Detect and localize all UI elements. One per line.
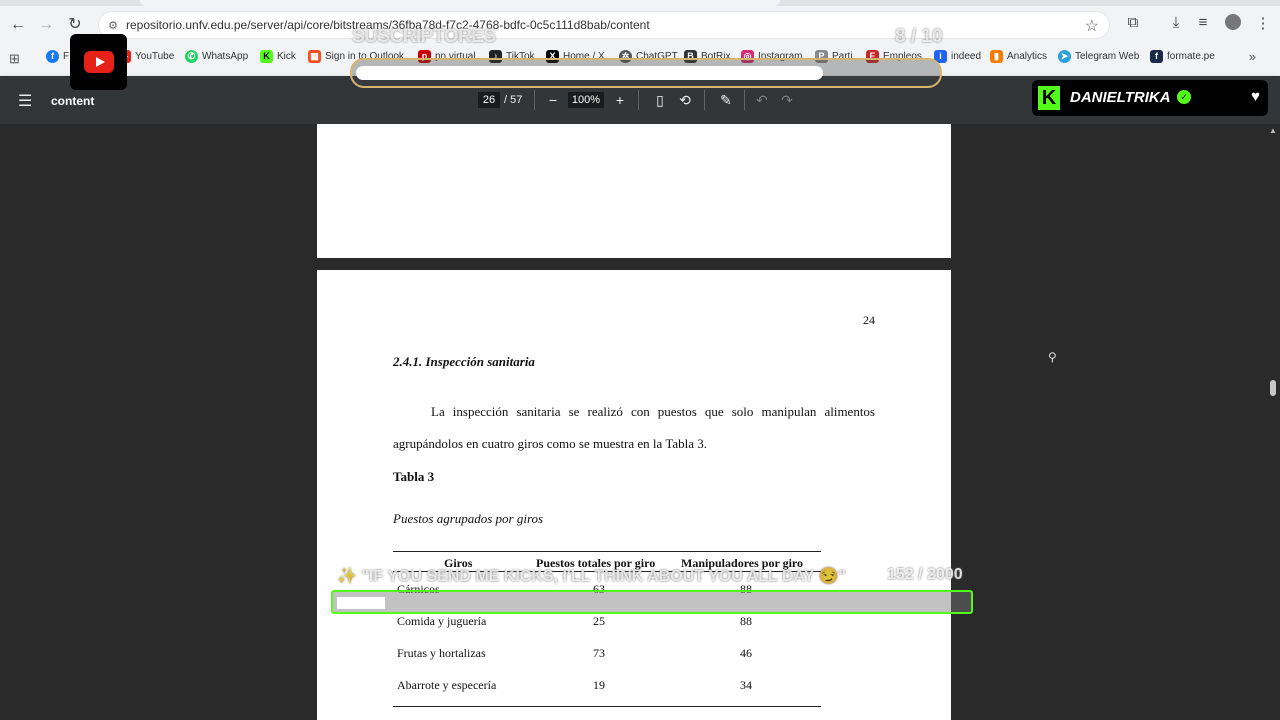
cell-giro: Frutas y hortalizas xyxy=(397,646,486,660)
cell-puestos: 19 xyxy=(593,678,605,692)
kick-goal-progress-fill xyxy=(337,597,385,609)
toolbar-divider xyxy=(638,90,639,110)
bookmark-instagram[interactable]: ◎ Instagram xyxy=(741,50,802,63)
kick-streamer-name: DANIELTRIKA xyxy=(1070,89,1171,106)
cell-puestos: 63 xyxy=(593,582,605,596)
active-tab[interactable] xyxy=(140,0,780,6)
nav-bar xyxy=(0,8,1280,42)
telegram-icon: ➤ xyxy=(1058,50,1071,63)
toolbar-divider xyxy=(704,90,705,110)
youtube-logo xyxy=(70,34,127,90)
kick-goal-progress-bar xyxy=(331,590,973,614)
header-puestos: Puestos totales por giro xyxy=(536,556,656,570)
forward-icon[interactable]: → xyxy=(38,16,54,33)
cell-manipuladores: 88 xyxy=(740,614,752,628)
table-bottom-rule xyxy=(393,706,821,707)
bookmark-star-icon[interactable]: ☆ xyxy=(1084,18,1099,35)
media-icon[interactable]: ≡ xyxy=(1198,14,1208,31)
zoom-in-icon[interactable]: + xyxy=(615,92,625,108)
cell-giro: Abarrote y especería xyxy=(397,678,497,692)
scroll-thumb[interactable] xyxy=(1270,380,1276,396)
bookmark-pn-virtual[interactable]: p pn virtual xyxy=(418,50,476,63)
table-label: Tabla 3 xyxy=(393,469,435,484)
subscribers-goal-label: SUSCRIPTORES xyxy=(352,26,496,47)
pn-icon: p xyxy=(418,50,431,63)
address-bar[interactable] xyxy=(98,11,1110,39)
bookmark-outlook[interactable]: ▦ Sign in to Outlook xyxy=(308,50,404,63)
cell-puestos: 73 xyxy=(593,646,605,660)
scrollbar[interactable] xyxy=(1266,124,1280,720)
heart-icon: ♥ xyxy=(1251,88,1260,105)
bookmark-facebook[interactable]: f F xyxy=(46,50,69,63)
kick-goal-count: 152 / 2000 xyxy=(887,566,963,583)
empleos-icon: E xyxy=(866,50,879,63)
rotate-icon[interactable]: ⟲ xyxy=(679,92,691,108)
facebook-icon: f xyxy=(46,50,59,63)
scroll-up-arrow-icon[interactable]: ▲ xyxy=(1269,126,1277,135)
indeed-icon: i xyxy=(934,50,947,63)
previous-page xyxy=(317,124,951,258)
menu-kebab-icon[interactable]: ⋮ xyxy=(1255,15,1271,32)
cell-manipuladores: 34 xyxy=(740,678,752,692)
instagram-icon: ◎ xyxy=(741,50,754,63)
kick-goal-message: ✨ "IF YOU SEND ME KICKS, I'LL THINK ABOUT YOU ALL DAY 😏" xyxy=(337,568,846,585)
bookmark-botrix[interactable]: B BotRix xyxy=(684,50,730,63)
bookmark-kick[interactable]: K Kick xyxy=(260,50,296,63)
kick-logo-icon: K xyxy=(1038,86,1060,110)
tiktok-icon: ♪ xyxy=(489,50,502,63)
youtube-play-icon xyxy=(84,51,114,73)
toolbar-divider xyxy=(534,90,535,110)
undo-icon[interactable]: ↶ xyxy=(756,92,768,108)
url-text[interactable]: repositorio.unfv.edu.pe/server/api/core/bitstreams/36fba78d-f7c2-4768-bdfc-0c5c111d8bab/content xyxy=(126,18,650,32)
extensions-icon[interactable]: ⧉ xyxy=(1127,14,1139,31)
subscribers-progress-fill xyxy=(356,66,823,80)
header-giros: Giros xyxy=(444,556,473,570)
more-bookmarks-icon[interactable]: » xyxy=(1248,49,1256,64)
body-paragraph: La inspección sanitaria se realizó con puestos que solo manipulan alimentos agrupándolos en cuatro giros como se muestra en la Tabla 3. xyxy=(393,404,875,451)
site-info-icon[interactable]: ⚙ xyxy=(108,20,118,32)
reload-icon[interactable]: ↻ xyxy=(68,16,82,33)
bookmark-whatsapp[interactable]: ✆ WhatsApp xyxy=(185,50,248,63)
cell-manipuladores: 88 xyxy=(740,582,752,596)
hamburger-menu-icon[interactable]: ☰ xyxy=(18,93,33,110)
zoom-input[interactable]: 100% xyxy=(568,92,604,108)
zoom-out-icon[interactable]: − xyxy=(548,92,558,108)
fit-page-icon[interactable]: ▯ xyxy=(656,92,664,108)
section-heading: 2.4.1. Inspección sanitaria xyxy=(393,354,535,369)
toolbar-divider xyxy=(744,90,745,110)
whatsapp-icon: ✆ xyxy=(185,50,198,63)
bookmark-analytics[interactable]: ▮ Analytics xyxy=(990,50,1047,63)
bookmark-tiktok[interactable]: ♪ TikTok xyxy=(489,50,535,63)
subscribers-goal-count: 8 / 10 xyxy=(895,26,943,47)
apps-grid-icon[interactable]: ⊞ xyxy=(9,51,20,66)
pdf-viewer[interactable] xyxy=(0,124,1280,720)
cell-giro: Cárnicos xyxy=(397,582,440,596)
chatgpt-icon: ✲ xyxy=(619,50,632,63)
botrix-icon: B xyxy=(684,50,697,63)
bookmark-indeed[interactable]: i indeed xyxy=(934,50,981,63)
bookmark-chatgpt[interactable]: ✲ ChatGPT xyxy=(619,50,678,63)
cell-giro: Comida y juguería xyxy=(397,614,487,628)
mouse-cursor-icon: ⚲ xyxy=(1048,350,1057,364)
back-icon[interactable]: ← xyxy=(10,16,26,33)
header-manipuladores: Manipuladores por giro xyxy=(681,556,804,570)
kick-streamer-badge xyxy=(1032,80,1268,116)
annotate-pen-icon[interactable]: ✎ xyxy=(720,92,732,108)
download-icon[interactable]: ⤓ xyxy=(1172,14,1180,31)
bookmark-empleos[interactable]: E Empleos xyxy=(866,50,922,63)
redo-icon[interactable]: ↷ xyxy=(781,92,793,108)
analytics-icon: ▮ xyxy=(990,50,1003,63)
tab-strip xyxy=(0,0,1280,6)
bookmark-telegram[interactable]: ➤ Telegram Web xyxy=(1058,50,1139,63)
cell-manipuladores: 46 xyxy=(740,646,752,660)
parti-icon: P xyxy=(815,50,828,63)
profile-avatar[interactable] xyxy=(1222,14,1244,34)
document-title: content xyxy=(51,94,95,108)
page-number-input[interactable]: 26 xyxy=(478,92,500,108)
table-row xyxy=(393,668,821,700)
table-row xyxy=(393,636,821,668)
bookmark-x[interactable]: X Home / X xyxy=(546,50,605,63)
x-icon: X xyxy=(546,50,559,63)
formate-icon: f xyxy=(1150,50,1163,63)
cell-puestos: 25 xyxy=(593,614,605,628)
page-number: 24 xyxy=(863,313,875,327)
kick-icon: K xyxy=(260,50,273,63)
bookmark-parti[interactable]: P Parti xyxy=(815,50,853,63)
bookmark-formate[interactable]: f formate.pe xyxy=(1150,50,1215,63)
page-total: / 57 xyxy=(504,94,523,106)
pdf-page xyxy=(317,270,951,720)
microsoft-icon: ▦ xyxy=(308,50,321,63)
verified-check-icon: ✓ xyxy=(1177,90,1191,104)
bookmark-youtube[interactable]: YouTube xyxy=(118,50,174,63)
subscribers-progress-bar xyxy=(350,58,942,88)
table-caption: Puestos agrupados por giros xyxy=(393,511,544,526)
